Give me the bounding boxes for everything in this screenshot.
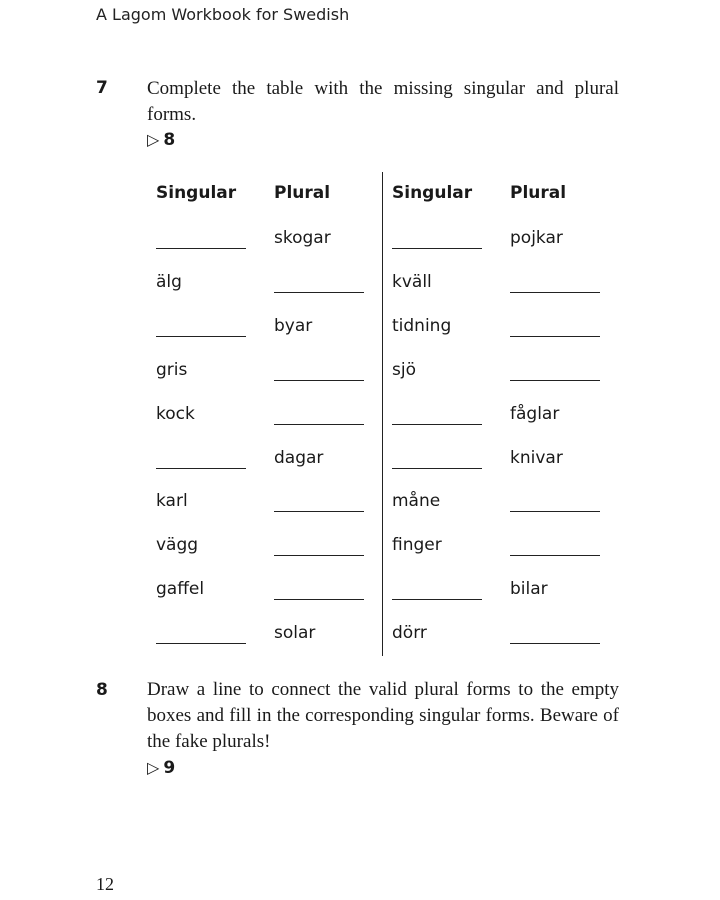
exercise-8-reference <box>147 758 175 778</box>
page-number: 12 <box>96 874 114 894</box>
table-cell-singular-left: kock <box>156 403 195 424</box>
answer-blank[interactable] <box>274 599 364 600</box>
column-header-plural-right: Plural <box>510 183 567 203</box>
exercise-8-reference-number: 9 <box>163 758 176 778</box>
table-cell-singular-left: gaffel <box>156 579 205 600</box>
table-cell-singular-left: vägg <box>156 535 199 556</box>
exercise-8-instruction: Draw a line to connect the valid plural forms to the empty boxes and fill in the corresponding singular forms. Beware of the fake plurals! <box>147 679 619 752</box>
answer-blank[interactable] <box>510 380 600 381</box>
table-cell-singular-left: gris <box>156 359 188 380</box>
table-cell-plural-left: skogar <box>274 228 331 248</box>
answer-blank[interactable] <box>392 599 482 600</box>
answer-blank[interactable] <box>510 555 600 556</box>
table-cell-singular-right: tidning <box>392 315 452 336</box>
table-cell-singular-right: kväll <box>392 271 432 292</box>
table-divider <box>382 172 383 656</box>
answer-blank[interactable] <box>274 292 364 293</box>
answer-blank[interactable] <box>156 336 246 337</box>
triangle-icon: ▷ <box>147 758 160 777</box>
exercise-7-reference-number: 8 <box>163 130 176 150</box>
answer-blank[interactable] <box>156 468 246 469</box>
table-cell-plural-right: knivar <box>510 447 563 468</box>
exercise-7-instruction: Complete the table with the missing singular and plural forms. <box>147 78 619 125</box>
column-header-singular-right: Singular <box>392 183 473 203</box>
exercise-7-number: 7 <box>96 78 108 98</box>
column-header-singular-left: Singular <box>156 183 237 203</box>
answer-blank[interactable] <box>510 292 600 293</box>
exercise-8-number: 8 <box>96 680 108 700</box>
answer-blank[interactable] <box>274 380 364 381</box>
answer-blank[interactable] <box>156 643 246 644</box>
answer-blank[interactable] <box>156 248 246 249</box>
answer-blank[interactable] <box>274 511 364 512</box>
table-cell-plural-right: fåglar <box>510 403 560 424</box>
answer-blank[interactable] <box>392 424 482 425</box>
table-cell-singular-left: älg <box>156 271 182 292</box>
table-cell-singular-left: karl <box>156 491 188 512</box>
table-cell-singular-right: måne <box>392 491 441 512</box>
answer-blank[interactable] <box>510 643 600 644</box>
answer-blank[interactable] <box>510 511 600 512</box>
running-header: A Lagom Workbook for Swedish <box>96 5 350 24</box>
table-cell-singular-right: dörr <box>392 623 427 644</box>
table-cell-singular-right: sjö <box>392 359 416 380</box>
triangle-icon: ▷ <box>147 130 160 149</box>
table-cell-singular-right: finger <box>392 535 442 556</box>
table-cell-plural-left: byar <box>274 315 313 336</box>
answer-blank[interactable] <box>274 424 364 425</box>
answer-blank[interactable] <box>392 468 482 469</box>
table-cell-plural-left: solar <box>274 623 316 644</box>
table-cell-plural-left: dagar <box>274 447 324 468</box>
column-header-plural-left: Plural <box>274 183 331 203</box>
answer-blank[interactable] <box>392 248 482 249</box>
table-cell-plural-right: pojkar <box>510 228 563 248</box>
answer-blank[interactable] <box>510 336 600 337</box>
answer-blank[interactable] <box>274 555 364 556</box>
table-cell-plural-right: bilar <box>510 579 548 600</box>
